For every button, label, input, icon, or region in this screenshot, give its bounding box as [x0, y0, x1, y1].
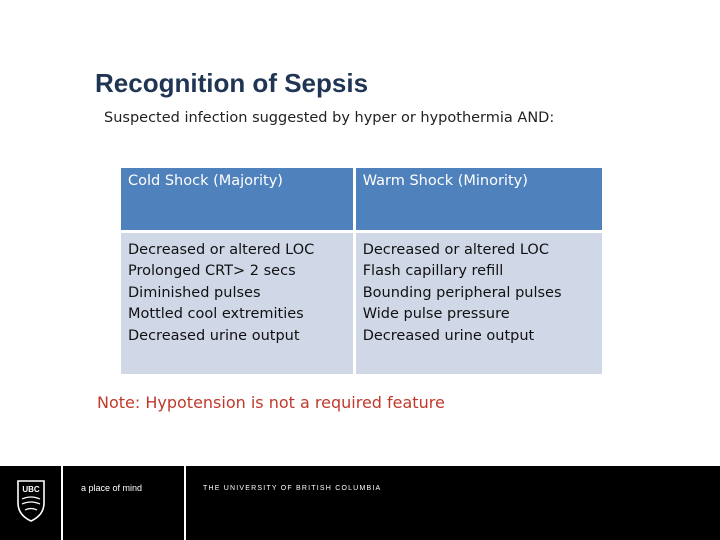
- cold-shock-cell: [121, 231, 354, 374]
- table-header-row: [121, 168, 602, 231]
- warm-sign: Wide pulse pressure: [362, 306, 510, 322]
- slide-title: Recognition of Sepsis: [95, 68, 369, 98]
- hypotension-note: Note: Hypotension is not a required feature: [97, 393, 445, 412]
- cold-sign: Decreased urine output: [128, 327, 300, 344]
- ubc-footer-bar: [0, 466, 720, 540]
- warm-sign: Decreased urine output: [362, 327, 535, 344]
- warm-shock-header: Warm Shock (Minority): [354, 168, 602, 231]
- crest-text: UBC: [22, 485, 40, 494]
- cold-sign: Diminished pulses: [128, 284, 261, 301]
- warm-sign: Flash capillary refill: [362, 263, 504, 279]
- cold-shock-header: Cold Shock (Majority): [121, 168, 354, 231]
- cold-sign: Decreased or altered LOC: [128, 241, 315, 258]
- cold-sign: Prolonged CRT> 2 secs: [128, 263, 296, 279]
- warm-shock-cell: [354, 231, 602, 374]
- ubc-tagline: a place of mind: [81, 483, 143, 493]
- slide-subtitle: Suspected infection suggested by hyper or hypothermia AND:: [104, 110, 555, 126]
- shock-comparison-table: [121, 168, 602, 374]
- ubc-crest-icon: [16, 479, 46, 523]
- footer-divider: [61, 466, 63, 540]
- footer-divider: [184, 466, 186, 540]
- table-row: [121, 231, 602, 374]
- warm-sign: Bounding peripheral pulses: [362, 284, 562, 301]
- warm-sign: Decreased or altered LOC: [362, 241, 549, 258]
- cold-sign: Mottled cool extremities: [128, 306, 304, 322]
- university-name: THE UNIVERSITY OF BRITISH COLUMBIA: [203, 485, 382, 492]
